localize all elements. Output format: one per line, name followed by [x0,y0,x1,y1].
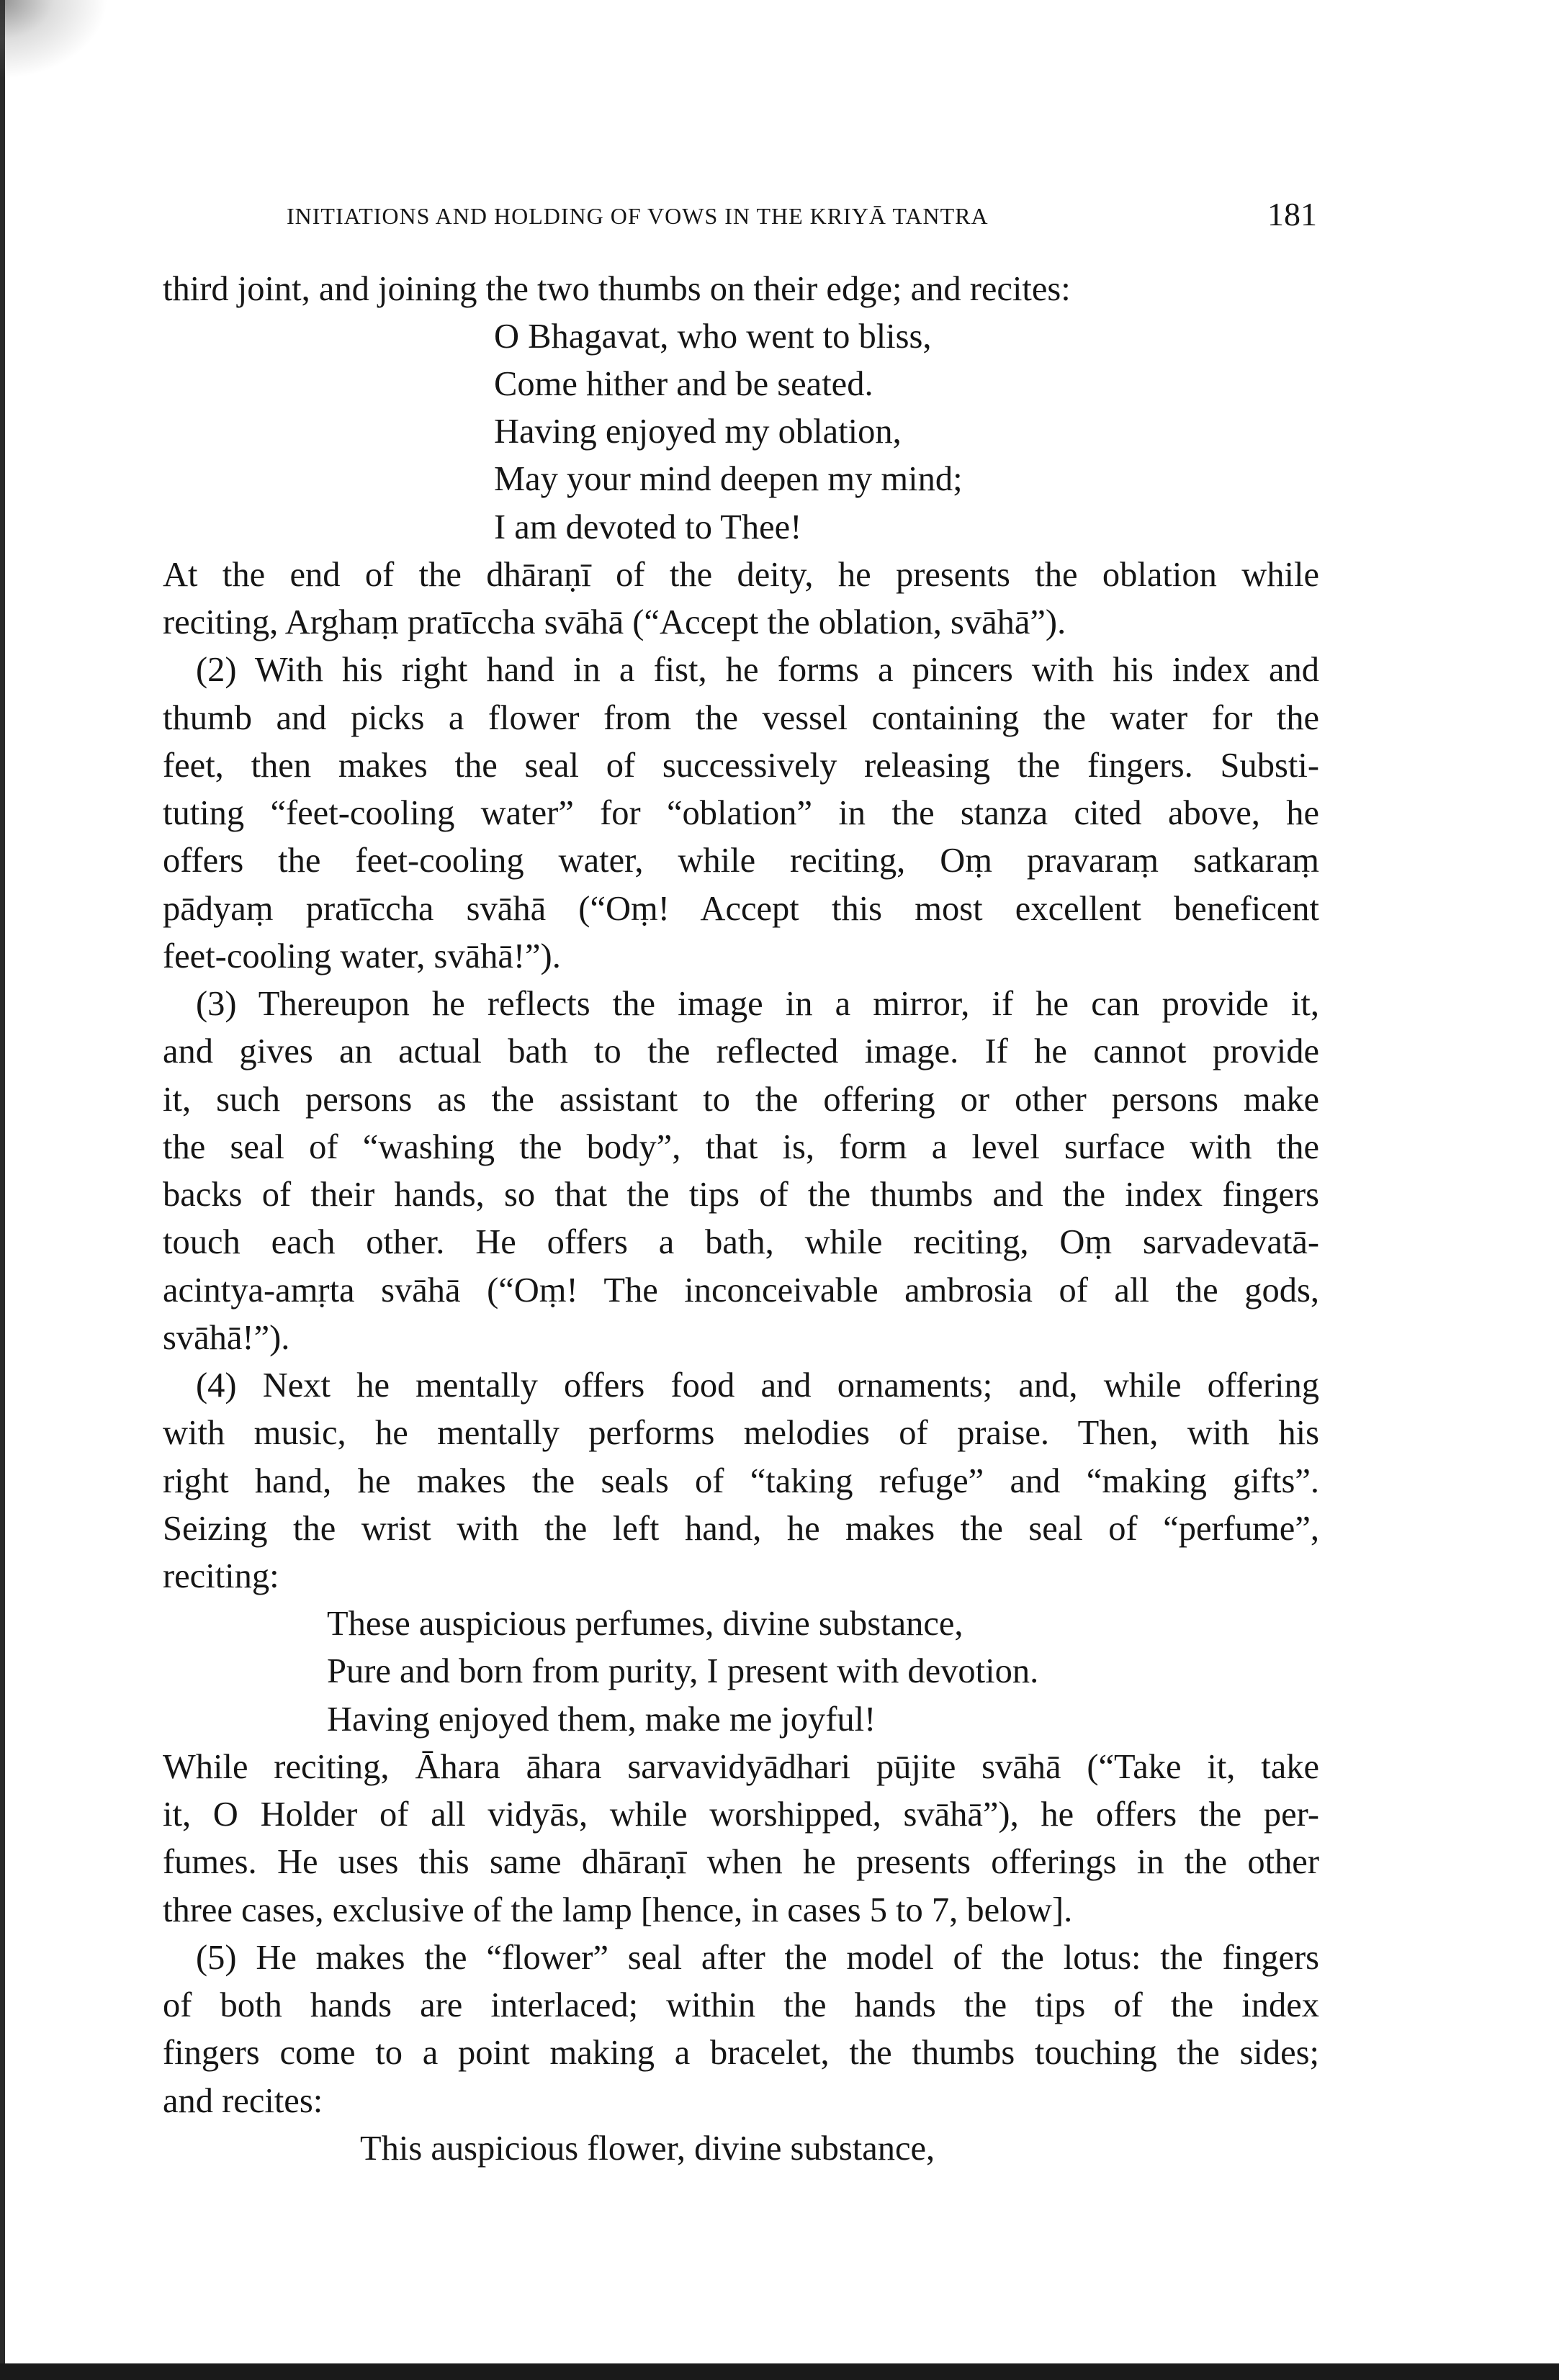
verse-line: Having enjoyed them, make me joyful! [327,1700,876,1739]
text-line: tuting “feet-cooling water” for “oblation” in the stanza cited above, he [163,794,1319,832]
text-line: fingers come to a point making a bracelet, the thumbs touching the sides; [163,2034,1319,2072]
verse-line: May your mind deepen my mind; [494,460,963,498]
text-line: offers the feet-cooling water, while reciting, Oṃ pravaraṃ satkaraṃ [163,842,1319,880]
text-line: Seizing the wrist with the left hand, he makes the seal of “perfume”, [163,1510,1319,1548]
paragraph-first-line: (2) With his right hand in a fist, he forms a pincers with his index and [196,651,1319,689]
text-line: it, O Holder of all vidyās, while worshipped, svāhā”), he offers the per- [163,1795,1319,1834]
text-line: feet-cooling water, svāhā!”). [163,937,561,975]
running-header-title: INITIATIONS AND HOLDING OF VOWS IN THE KRIYĀ TANTRA [287,203,989,229]
text-line: svāhā!”). [163,1319,290,1357]
text-line: reciting: [163,1557,279,1595]
page-number: 181 [1267,196,1317,233]
text-line: three cases, exclusive of the lamp [hence, in cases 5 to 7, below]. [163,1891,1073,1929]
text-line: the seal of “washing the body”, that is, form a level surface with the [163,1128,1319,1166]
verse-line: I am devoted to Thee! [494,508,802,546]
text-line: fumes. He uses this same dhāraṇī when he presents offerings in the other [163,1843,1319,1881]
text-line: with music, he mentally performs melodies of praise. Then, with his [163,1414,1319,1452]
text-line: feet, then makes the seal of successively releasing the fingers. Substi- [163,747,1319,785]
text-line: third joint, and joining the two thumbs on their edge; and recites: [163,270,1071,308]
verse-line: O Bhagavat, who went to bliss, [494,317,932,356]
verse-line: This auspicious flower, divine substance, [360,2129,935,2168]
verse-line: Pure and born from purity, I present with devotion. [327,1652,1039,1690]
text-line: it, such persons as the assistant to the offering or other persons make [163,1081,1319,1119]
text-line: acintya-amṛta svāhā (“Oṃ! The inconceivable ambrosia of all the gods, [163,1271,1319,1310]
text-line: and gives an actual bath to the reflected image. If he cannot provide [163,1032,1319,1070]
paragraph-first-line: (4) Next he mentally offers food and ornaments; and, while offering [196,1366,1319,1405]
text-line: touch each other. He offers a bath, while reciting, Oṃ sarvadevatā- [163,1223,1319,1261]
verse-line: Having enjoyed my oblation, [494,413,902,451]
verse-line: These auspicious perfumes, divine substance, [327,1605,963,1643]
text-line: reciting, Arghaṃ pratīccha svāhā (“Accept the oblation, svāhā”). [163,603,1066,641]
text-line: pādyaṃ pratīccha svāhā (“Oṃ! Accept this most excellent beneficent [163,890,1319,928]
text-line: At the end of the dhāraṇī of the deity, he presents the oblation while [163,556,1319,594]
paragraph-first-line: (5) He makes the “flower” seal after the model of the lotus: the fingers [196,1939,1319,1977]
text-line: and recites: [163,2082,323,2120]
paragraph-first-line: (3) Thereupon he reflects the image in a mirror, if he can provide it, [196,985,1319,1023]
text-line: right hand, he makes the seals of “taking refuge” and “making gifts”. [163,1462,1319,1500]
text-line: thumb and picks a flower from the vessel containing the water for the [163,699,1319,737]
text-line: of both hands are interlaced; within the hands the tips of the index [163,1986,1319,2024]
text-line: While reciting, Āhara āhara sarvavidyādhari pūjite svāhā (“Take it, take [163,1748,1319,1786]
text-line: backs of their hands, so that the tips of the thumbs and the index fingers [163,1176,1319,1214]
verse-line: Come hither and be seated. [494,365,873,403]
